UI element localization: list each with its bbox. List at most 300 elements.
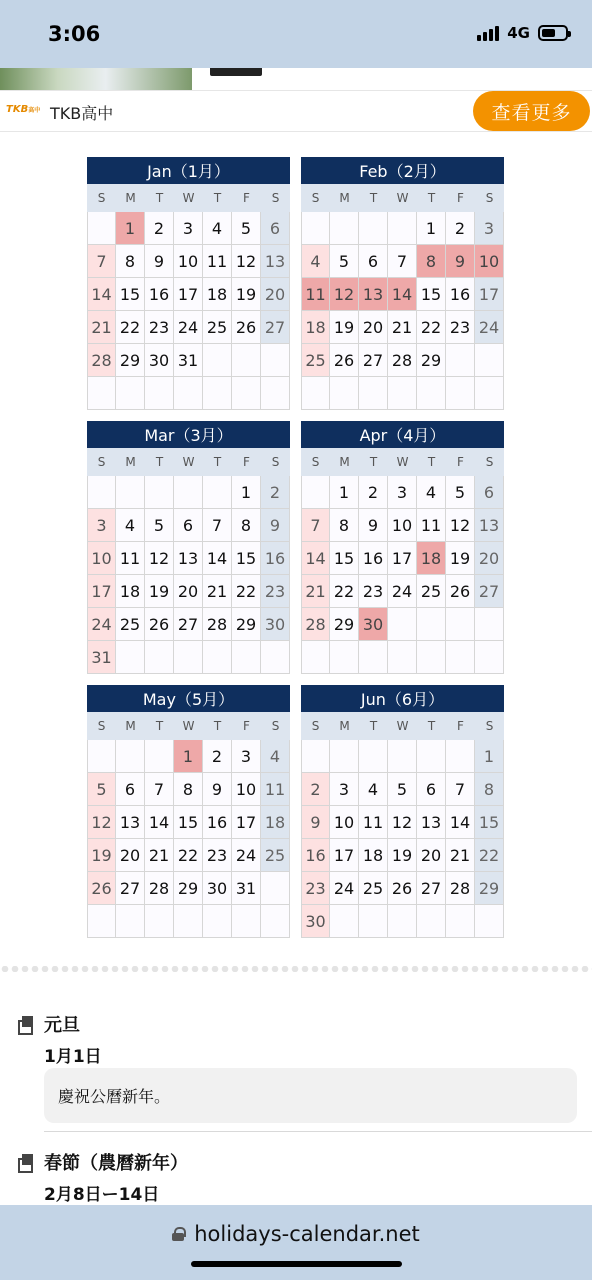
weekday-label: F bbox=[457, 719, 464, 733]
day-cell: 20 bbox=[475, 542, 504, 575]
weekday-label: W bbox=[396, 191, 409, 205]
empty-day-cell bbox=[417, 608, 446, 641]
day-cell: 16 bbox=[145, 278, 174, 311]
holiday-date: 1月1日 bbox=[44, 1047, 102, 1067]
day-cell: 7 bbox=[301, 509, 330, 542]
day-cell: 4 bbox=[203, 212, 232, 245]
day-cell: 29 bbox=[330, 608, 359, 641]
day-cell: 26 bbox=[232, 311, 261, 344]
empty-day-cell bbox=[203, 641, 232, 674]
day-cell: 24 bbox=[87, 608, 116, 641]
empty-day-cell bbox=[87, 740, 116, 773]
day-cell: 27 bbox=[359, 344, 388, 377]
empty-day-cell bbox=[475, 608, 504, 641]
day-cell: 3 bbox=[232, 740, 261, 773]
month-calendar bbox=[301, 685, 504, 938]
weekday-label: S bbox=[271, 719, 280, 733]
day-cell: 1 bbox=[330, 476, 359, 509]
day-cell: 15 bbox=[174, 806, 203, 839]
network-label: 4G bbox=[507, 24, 530, 42]
empty-day-cell bbox=[388, 740, 417, 773]
empty-day-cell bbox=[446, 377, 475, 410]
day-cell: 9 bbox=[446, 245, 475, 278]
day-cell: 14 bbox=[203, 542, 232, 575]
weekday-label: M bbox=[339, 719, 350, 733]
weekday-label: S bbox=[485, 455, 494, 469]
day-cell: 19 bbox=[145, 575, 174, 608]
weekday-label: T bbox=[213, 191, 222, 205]
day-cell: 8 bbox=[330, 509, 359, 542]
day-cell: 21 bbox=[446, 839, 475, 872]
day-cell: 17 bbox=[330, 839, 359, 872]
day-cell: 29 bbox=[174, 872, 203, 905]
url-text: holidays-calendar.net bbox=[194, 1222, 420, 1246]
weekday-label: S bbox=[311, 455, 320, 469]
holiday-item-title[interactable] bbox=[18, 1149, 188, 1175]
day-cell: 15 bbox=[330, 542, 359, 575]
day-cell: 13 bbox=[116, 806, 145, 839]
empty-day-cell bbox=[330, 905, 359, 938]
day-cell: 9 bbox=[359, 509, 388, 542]
day-cell: 2 bbox=[203, 740, 232, 773]
weekday-label: T bbox=[155, 191, 164, 205]
empty-day-cell bbox=[145, 905, 174, 938]
home-indicator[interactable] bbox=[191, 1261, 402, 1267]
weekday-header bbox=[301, 712, 504, 740]
day-cell: 26 bbox=[446, 575, 475, 608]
day-cell: 21 bbox=[301, 575, 330, 608]
empty-day-cell bbox=[301, 476, 330, 509]
empty-day-cell bbox=[359, 212, 388, 245]
day-cell: 13 bbox=[475, 509, 504, 542]
holiday-date: 2月8日ー14日 bbox=[44, 1185, 160, 1205]
day-cell: 5 bbox=[446, 476, 475, 509]
month-title: Mar（3月） bbox=[87, 421, 290, 448]
empty-day-cell bbox=[116, 641, 145, 674]
day-cell: 8 bbox=[174, 773, 203, 806]
day-cell: 11 bbox=[301, 278, 330, 311]
empty-day-cell bbox=[203, 344, 232, 377]
weekday-label: F bbox=[457, 191, 464, 205]
day-cell: 19 bbox=[330, 311, 359, 344]
ad-image-strip[interactable] bbox=[0, 68, 592, 90]
day-cell: 22 bbox=[417, 311, 446, 344]
empty-day-cell bbox=[446, 608, 475, 641]
day-cell: 21 bbox=[145, 839, 174, 872]
day-cell: 10 bbox=[174, 245, 203, 278]
day-cell: 17 bbox=[174, 278, 203, 311]
day-cell: 20 bbox=[359, 311, 388, 344]
empty-day-cell bbox=[203, 905, 232, 938]
weekday-label: W bbox=[182, 719, 195, 733]
empty-day-cell bbox=[330, 212, 359, 245]
holiday-name: 元旦 bbox=[44, 1015, 80, 1036]
day-cell: 12 bbox=[145, 542, 174, 575]
empty-day-cell bbox=[174, 641, 203, 674]
weekday-label: M bbox=[339, 455, 350, 469]
day-cell: 22 bbox=[330, 575, 359, 608]
day-cell: 18 bbox=[417, 542, 446, 575]
battery-icon bbox=[538, 25, 568, 41]
day-cell: 8 bbox=[116, 245, 145, 278]
day-cell: 3 bbox=[87, 509, 116, 542]
copy-icon bbox=[18, 1154, 34, 1170]
day-cell: 11 bbox=[203, 245, 232, 278]
day-cell: 2 bbox=[261, 476, 290, 509]
day-cell: 6 bbox=[261, 212, 290, 245]
day-grid bbox=[87, 476, 290, 674]
day-cell: 20 bbox=[417, 839, 446, 872]
day-cell: 29 bbox=[417, 344, 446, 377]
empty-day-cell bbox=[388, 641, 417, 674]
day-cell: 26 bbox=[87, 872, 116, 905]
day-cell: 26 bbox=[388, 872, 417, 905]
holiday-name: 春節（農曆新年） bbox=[44, 1153, 188, 1174]
weekday-label: T bbox=[155, 719, 164, 733]
day-cell: 2 bbox=[359, 476, 388, 509]
day-cell: 9 bbox=[145, 245, 174, 278]
day-cell: 12 bbox=[87, 806, 116, 839]
day-cell: 24 bbox=[330, 872, 359, 905]
day-cell: 30 bbox=[261, 608, 290, 641]
day-cell: 8 bbox=[417, 245, 446, 278]
day-cell: 10 bbox=[388, 509, 417, 542]
day-cell: 27 bbox=[417, 872, 446, 905]
empty-day-cell bbox=[145, 476, 174, 509]
empty-day-cell bbox=[301, 740, 330, 773]
day-cell: 28 bbox=[203, 608, 232, 641]
empty-day-cell bbox=[261, 905, 290, 938]
weekday-header bbox=[301, 184, 504, 212]
day-cell: 6 bbox=[359, 245, 388, 278]
weekday-label: W bbox=[396, 455, 409, 469]
day-cell: 22 bbox=[116, 311, 145, 344]
weekday-label: M bbox=[125, 191, 136, 205]
day-cell: 27 bbox=[116, 872, 145, 905]
empty-day-cell bbox=[203, 377, 232, 410]
month-calendar bbox=[87, 157, 290, 410]
weekday-label: T bbox=[369, 719, 378, 733]
weekday-label: S bbox=[271, 455, 280, 469]
day-cell: 1 bbox=[116, 212, 145, 245]
empty-day-cell bbox=[261, 872, 290, 905]
day-cell: 5 bbox=[232, 212, 261, 245]
weekday-label: T bbox=[213, 719, 222, 733]
day-cell: 19 bbox=[87, 839, 116, 872]
day-cell: 19 bbox=[388, 839, 417, 872]
ad-logo-sub: 高中 bbox=[28, 107, 41, 114]
day-cell: 24 bbox=[174, 311, 203, 344]
empty-day-cell bbox=[417, 641, 446, 674]
empty-day-cell bbox=[232, 377, 261, 410]
day-cell: 23 bbox=[301, 872, 330, 905]
day-cell: 4 bbox=[116, 509, 145, 542]
empty-day-cell bbox=[261, 377, 290, 410]
weekday-label: F bbox=[457, 455, 464, 469]
day-cell: 25 bbox=[301, 344, 330, 377]
day-cell: 21 bbox=[87, 311, 116, 344]
day-cell: 8 bbox=[475, 773, 504, 806]
month-calendar bbox=[301, 157, 504, 410]
empty-day-cell bbox=[261, 641, 290, 674]
empty-day-cell bbox=[359, 641, 388, 674]
day-cell: 11 bbox=[359, 806, 388, 839]
day-cell: 1 bbox=[417, 212, 446, 245]
weekday-label: T bbox=[213, 455, 222, 469]
url-display[interactable] bbox=[0, 1222, 592, 1246]
holiday-item-title[interactable] bbox=[18, 1011, 80, 1037]
weekday-label: T bbox=[427, 455, 436, 469]
day-cell: 12 bbox=[330, 278, 359, 311]
month-title: May（5月） bbox=[87, 685, 290, 712]
divider bbox=[44, 1131, 592, 1132]
day-cell: 6 bbox=[174, 509, 203, 542]
empty-day-cell bbox=[116, 905, 145, 938]
day-cell: 16 bbox=[261, 542, 290, 575]
day-cell: 27 bbox=[174, 608, 203, 641]
empty-day-cell bbox=[330, 641, 359, 674]
weekday-label: S bbox=[485, 191, 494, 205]
ad-logo bbox=[6, 104, 40, 115]
empty-day-cell bbox=[87, 377, 116, 410]
day-cell: 4 bbox=[261, 740, 290, 773]
empty-day-cell bbox=[116, 740, 145, 773]
weekday-label: T bbox=[155, 455, 164, 469]
ad-more-button[interactable]: 查看更多 bbox=[473, 91, 590, 131]
day-cell: 7 bbox=[446, 773, 475, 806]
month-calendar bbox=[87, 421, 290, 674]
day-cell: 18 bbox=[261, 806, 290, 839]
day-cell: 4 bbox=[417, 476, 446, 509]
day-cell: 27 bbox=[475, 575, 504, 608]
weekday-label: S bbox=[271, 191, 280, 205]
empty-day-cell bbox=[145, 641, 174, 674]
empty-day-cell bbox=[232, 905, 261, 938]
day-cell: 21 bbox=[203, 575, 232, 608]
day-cell: 26 bbox=[330, 344, 359, 377]
empty-day-cell bbox=[359, 905, 388, 938]
ad-banner[interactable] bbox=[0, 90, 592, 132]
day-cell: 20 bbox=[116, 839, 145, 872]
empty-day-cell bbox=[330, 740, 359, 773]
day-cell: 15 bbox=[475, 806, 504, 839]
weekday-label: S bbox=[311, 719, 320, 733]
day-cell: 17 bbox=[87, 575, 116, 608]
day-cell: 31 bbox=[232, 872, 261, 905]
day-cell: 5 bbox=[388, 773, 417, 806]
day-cell: 13 bbox=[174, 542, 203, 575]
empty-day-cell bbox=[87, 905, 116, 938]
day-cell: 16 bbox=[359, 542, 388, 575]
day-cell: 22 bbox=[475, 839, 504, 872]
day-cell: 9 bbox=[261, 509, 290, 542]
day-cell: 15 bbox=[116, 278, 145, 311]
empty-day-cell bbox=[330, 377, 359, 410]
empty-day-cell bbox=[417, 740, 446, 773]
day-cell: 1 bbox=[232, 476, 261, 509]
weekday-label: S bbox=[97, 719, 106, 733]
weekday-label: F bbox=[243, 191, 250, 205]
day-cell: 2 bbox=[446, 212, 475, 245]
empty-day-cell bbox=[388, 608, 417, 641]
day-cell: 29 bbox=[475, 872, 504, 905]
day-cell: 25 bbox=[359, 872, 388, 905]
weekday-label: S bbox=[97, 455, 106, 469]
day-cell: 27 bbox=[261, 311, 290, 344]
day-cell: 9 bbox=[301, 806, 330, 839]
weekday-label: M bbox=[125, 455, 136, 469]
ad-title: TKB高中 bbox=[50, 104, 114, 123]
day-cell: 30 bbox=[359, 608, 388, 641]
month-title: Feb（2月） bbox=[301, 157, 504, 184]
day-cell: 24 bbox=[388, 575, 417, 608]
day-cell: 20 bbox=[261, 278, 290, 311]
weekday-label: T bbox=[369, 455, 378, 469]
day-cell: 19 bbox=[446, 542, 475, 575]
day-cell: 12 bbox=[446, 509, 475, 542]
day-cell: 14 bbox=[301, 542, 330, 575]
empty-day-cell bbox=[174, 377, 203, 410]
weekday-label: T bbox=[427, 719, 436, 733]
day-cell: 23 bbox=[359, 575, 388, 608]
day-cell: 7 bbox=[388, 245, 417, 278]
day-cell: 9 bbox=[203, 773, 232, 806]
day-cell: 10 bbox=[87, 542, 116, 575]
day-cell: 25 bbox=[203, 311, 232, 344]
day-cell: 4 bbox=[301, 245, 330, 278]
lock-icon bbox=[172, 1227, 184, 1241]
weekday-label: F bbox=[243, 719, 250, 733]
empty-day-cell bbox=[116, 377, 145, 410]
empty-day-cell bbox=[203, 476, 232, 509]
empty-day-cell bbox=[475, 377, 504, 410]
day-cell: 3 bbox=[174, 212, 203, 245]
day-cell: 13 bbox=[261, 245, 290, 278]
day-cell: 17 bbox=[232, 806, 261, 839]
weekday-label: S bbox=[97, 191, 106, 205]
day-cell: 10 bbox=[232, 773, 261, 806]
day-grid bbox=[87, 212, 290, 410]
day-cell: 21 bbox=[388, 311, 417, 344]
day-cell: 16 bbox=[203, 806, 232, 839]
day-cell: 31 bbox=[87, 641, 116, 674]
weekday-header bbox=[87, 448, 290, 476]
weekday-label: W bbox=[182, 455, 195, 469]
empty-day-cell bbox=[475, 905, 504, 938]
empty-day-cell bbox=[301, 377, 330, 410]
empty-day-cell bbox=[446, 344, 475, 377]
day-cell: 12 bbox=[232, 245, 261, 278]
empty-day-cell bbox=[116, 476, 145, 509]
weekday-header bbox=[87, 712, 290, 740]
day-cell: 3 bbox=[388, 476, 417, 509]
day-cell: 11 bbox=[417, 509, 446, 542]
day-cell: 14 bbox=[145, 806, 174, 839]
weekday-header bbox=[301, 448, 504, 476]
day-cell: 28 bbox=[301, 608, 330, 641]
day-cell: 13 bbox=[417, 806, 446, 839]
empty-day-cell bbox=[87, 476, 116, 509]
empty-day-cell bbox=[174, 476, 203, 509]
day-grid bbox=[87, 740, 290, 938]
weekday-label: T bbox=[369, 191, 378, 205]
empty-day-cell bbox=[145, 377, 174, 410]
day-cell: 6 bbox=[417, 773, 446, 806]
day-cell: 14 bbox=[87, 278, 116, 311]
weekday-label: W bbox=[396, 719, 409, 733]
empty-day-cell bbox=[388, 377, 417, 410]
empty-day-cell bbox=[417, 377, 446, 410]
day-cell: 28 bbox=[446, 872, 475, 905]
month-calendar bbox=[301, 421, 504, 674]
weekday-label: M bbox=[125, 719, 136, 733]
day-cell: 2 bbox=[301, 773, 330, 806]
day-cell: 1 bbox=[174, 740, 203, 773]
day-cell: 16 bbox=[301, 839, 330, 872]
day-cell: 30 bbox=[203, 872, 232, 905]
day-cell: 14 bbox=[388, 278, 417, 311]
weekday-label: F bbox=[243, 455, 250, 469]
signal-icon bbox=[477, 25, 499, 41]
day-cell: 29 bbox=[232, 608, 261, 641]
day-cell: 17 bbox=[475, 278, 504, 311]
empty-day-cell bbox=[359, 740, 388, 773]
day-cell: 7 bbox=[87, 245, 116, 278]
empty-day-cell bbox=[446, 740, 475, 773]
status-time: 3:06 bbox=[48, 22, 101, 46]
browser-address-bar[interactable] bbox=[0, 1205, 592, 1280]
day-cell: 28 bbox=[388, 344, 417, 377]
day-grid bbox=[301, 212, 504, 410]
day-cell: 14 bbox=[446, 806, 475, 839]
empty-day-cell bbox=[475, 344, 504, 377]
day-cell: 10 bbox=[330, 806, 359, 839]
weekday-label: T bbox=[427, 191, 436, 205]
empty-day-cell bbox=[417, 905, 446, 938]
day-cell: 15 bbox=[232, 542, 261, 575]
day-cell: 23 bbox=[261, 575, 290, 608]
empty-day-cell bbox=[359, 377, 388, 410]
day-cell: 7 bbox=[203, 509, 232, 542]
day-cell: 11 bbox=[116, 542, 145, 575]
empty-day-cell bbox=[145, 740, 174, 773]
ad-photo bbox=[0, 68, 192, 90]
day-cell: 8 bbox=[232, 509, 261, 542]
day-cell: 2 bbox=[145, 212, 174, 245]
day-cell: 18 bbox=[301, 311, 330, 344]
empty-day-cell bbox=[475, 641, 504, 674]
day-cell: 23 bbox=[446, 311, 475, 344]
status-icons bbox=[477, 24, 568, 42]
month-title: Jan（1月） bbox=[87, 157, 290, 184]
empty-day-cell bbox=[446, 905, 475, 938]
section-divider bbox=[0, 966, 592, 972]
day-cell: 4 bbox=[359, 773, 388, 806]
day-cell: 24 bbox=[475, 311, 504, 344]
day-cell: 25 bbox=[116, 608, 145, 641]
day-cell: 6 bbox=[116, 773, 145, 806]
weekday-header bbox=[87, 184, 290, 212]
day-cell: 17 bbox=[388, 542, 417, 575]
month-title: Apr（4月） bbox=[301, 421, 504, 448]
empty-day-cell bbox=[232, 344, 261, 377]
day-cell: 10 bbox=[475, 245, 504, 278]
weekday-label: S bbox=[485, 719, 494, 733]
day-cell: 22 bbox=[174, 839, 203, 872]
day-cell: 18 bbox=[359, 839, 388, 872]
empty-day-cell bbox=[261, 344, 290, 377]
month-title: Jun（6月） bbox=[301, 685, 504, 712]
